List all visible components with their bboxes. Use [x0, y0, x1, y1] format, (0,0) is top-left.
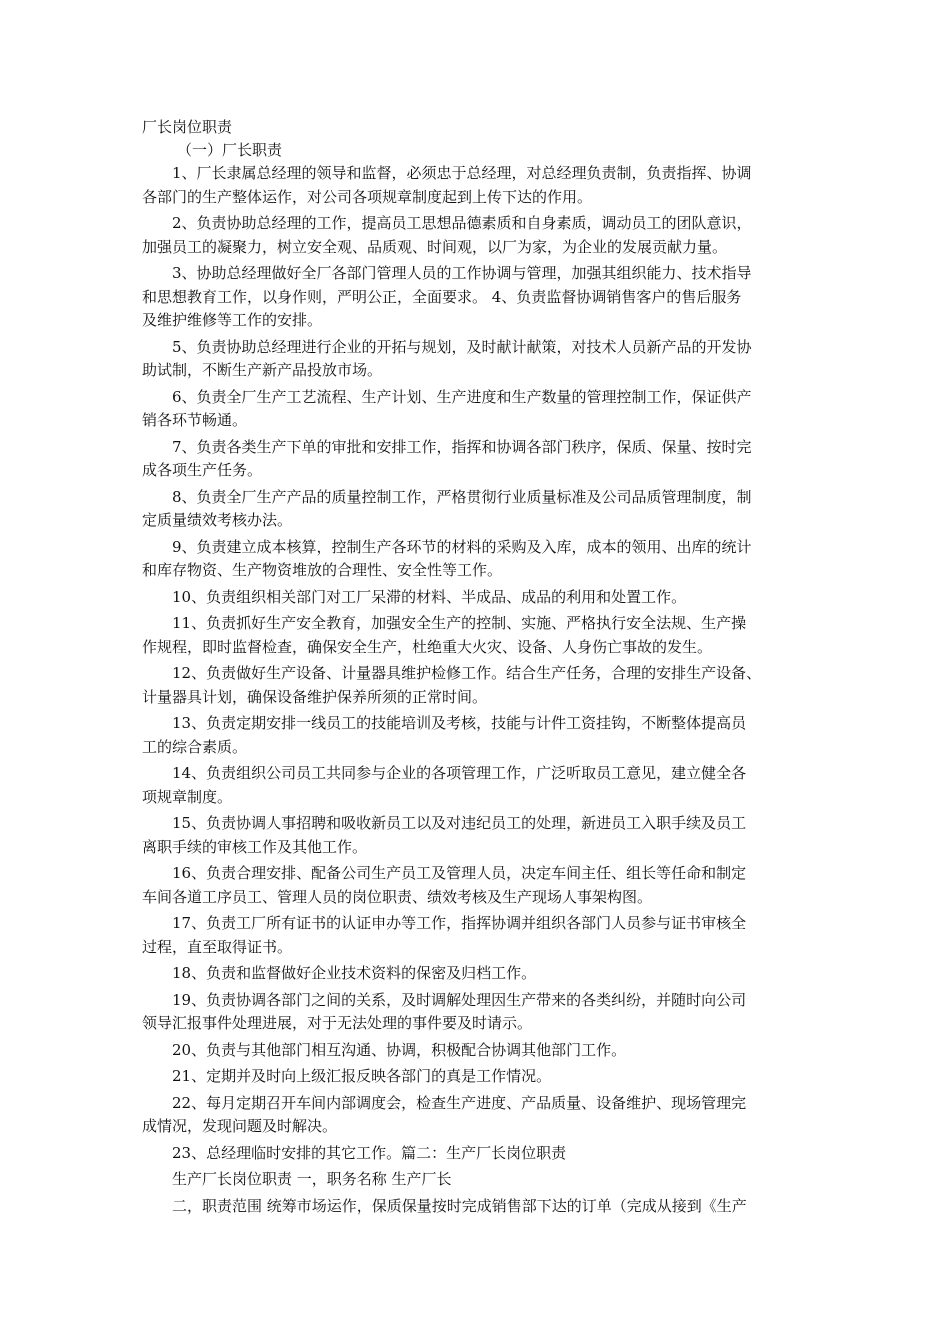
- paragraph-line: 和思想教育工作，以身作则，严明公正，全面要求。 4、负责监督协调销售客户的售后服务: [142, 287, 742, 306]
- paragraph-p5: [142, 336, 814, 383]
- paragraph-line: 成各项生产任务。: [142, 461, 263, 479]
- paragraph-line: 销各环节畅通。: [142, 411, 248, 429]
- paragraph-p15: [142, 812, 814, 859]
- paragraph-line: 加强员工的凝聚力，树立安全观、品质观、时间观，以厂为家，为企业的发展贡献力量。: [142, 237, 728, 256]
- paragraph-p2: [142, 212, 814, 259]
- paragraph-line: 工的综合素质。: [142, 737, 248, 756]
- paragraph-list: [142, 162, 814, 1218]
- paragraph-line: 22、每月定期召开车间内部调度会，检查生产进度、产品质量、设备维护、现场管理完: [172, 1093, 747, 1112]
- paragraph-line: 11、负责抓好生产安全教育，加强安全生产的控制、实施、严格执行安全法规、生产操: [172, 614, 747, 632]
- paragraph-line: 7、负责各类生产下单的审批和安排工作，指挥和协调各部门秩序，保质、保量、按时完: [172, 437, 752, 456]
- paragraph-p11: [142, 612, 814, 659]
- paragraph-p20: [142, 1039, 814, 1063]
- paragraph-line: 计量器具计划，确保设备维护保养所须的正常时间。: [142, 687, 488, 706]
- paragraph-p17: [142, 912, 814, 959]
- paragraph-line: 6、负责全厂生产工艺流程、生产计划、生产进度和生产数量的管理控制工作，保证供产: [172, 387, 752, 406]
- paragraph-p18: [142, 962, 814, 986]
- paragraph-line: 成情况，发现问题及时解决。: [142, 1117, 338, 1135]
- paragraph-line: 过程，直至取得证书。: [142, 937, 293, 956]
- paragraph-line: 车间各道工序员工、管理人员的岗位职责、绩效考核及生产现场人事架构图。: [142, 887, 653, 906]
- paragraph-p1: [142, 162, 814, 209]
- paragraph-line: 二，职责范围 统筹市场运作，保质保量按时完成销售部下达的订单（完成从接到《生产: [172, 1196, 747, 1215]
- paragraph-p13: [142, 712, 814, 759]
- paragraph-line: 13、负责定期安排一线员工的技能培训及考核，技能与计件工资挂钩，不断整体提高员: [172, 714, 747, 732]
- paragraph-p12: [142, 662, 814, 709]
- paragraph-line: 项规章制度。: [142, 787, 233, 806]
- paragraph-line: 定质量绩效考核办法。: [142, 511, 293, 529]
- paragraph-line: 领导汇报事件处理进展，对于无法处理的事件要及时请示。: [142, 1014, 533, 1032]
- paragraph-p24: [142, 1168, 814, 1192]
- paragraph-line: 10、负责组织相关部门对工厂呆滞的材料、半成品、成品的利用和处置工作。: [172, 587, 687, 606]
- paragraph-p21: [142, 1065, 814, 1089]
- paragraph-line: 及维护维修等工作的安排。: [142, 311, 323, 329]
- paragraph-line: 19、负责协调各部门之间的关系，及时调解处理因生产带来的各类纠纷，并随时向公司: [172, 990, 747, 1009]
- paragraph-line: 2、负责协助总经理的工作，提高员工思想品德素质和自身素质，调动员工的团队意识，: [172, 214, 752, 232]
- paragraph-line: 助试制，不断生产新产品投放市场。: [142, 361, 383, 379]
- paragraph-line: 17、负责工厂所有证书的认证申办等工作，指挥协调并组织各部门人员参与证书审核全: [172, 914, 747, 932]
- paragraph-p3: [142, 262, 814, 333]
- paragraph-line: 12、负责做好生产设备、计量器具维护检修工作。结合生产任务，合理的安排生产设备、: [172, 664, 762, 682]
- paragraph-line: 生产厂长岗位职责 一，职务名称 生产厂长: [172, 1170, 452, 1188]
- paragraph-line: 16、负责合理安排、配备公司生产员工及管理人员，决定车间主任、组长等任命和制定: [172, 864, 747, 882]
- paragraph-p7: [142, 436, 814, 483]
- paragraph-p14: [142, 762, 814, 809]
- paragraph-line: 21、定期并及时向上级汇报反映各部门的真是工作情况。: [172, 1067, 552, 1085]
- paragraph-line: 1、厂长隶属总经理的领导和监督，必须忠于总经理，对总经理负责制，负责指挥、协调: [172, 164, 752, 182]
- paragraph-p10: [142, 586, 814, 610]
- paragraph-p6: [142, 386, 814, 433]
- paragraph-line: 和库存物资、生产物资堆放的合理性、安全性等工作。: [142, 561, 503, 579]
- paragraph-line: 20、负责与其他部门相互沟通、协调，积极配合协调其他部门工作。: [172, 1040, 627, 1059]
- paragraph-p22: [142, 1092, 814, 1139]
- document-title: 厂长岗位职责: [142, 118, 233, 136]
- paragraph-p16: [142, 862, 814, 909]
- paragraph-p23: [142, 1142, 814, 1166]
- paragraph-line: 14、负责组织公司员工共同参与企业的各项管理工作，广泛听取员工意见，建立健全各: [172, 764, 747, 782]
- paragraph-p9: [142, 536, 814, 583]
- paragraph-p25: [142, 1195, 814, 1219]
- paragraph-line: 9、负责建立成本核算，控制生产各环节的材料的采购及入库，成本的领用、出库的统计: [172, 537, 752, 556]
- section-heading: （一）厂长职责: [177, 141, 283, 159]
- document-page: [142, 116, 814, 1218]
- paragraph-p19: [142, 989, 814, 1036]
- paragraph-line: 8、负责全厂生产产品的质量控制工作，严格贯彻行业质量标准及公司品质管理制度，制: [172, 487, 752, 506]
- paragraph-p8: [142, 486, 814, 533]
- paragraph-line: 各部门的生产整体运作，对公司各项规章制度起到上传下达的作用。: [142, 187, 593, 206]
- paragraph-line: 离职手续的审核工作及其他工作。: [142, 837, 368, 856]
- paragraph-line: 23、总经理临时安排的其它工作。篇二：生产厂长岗位职责: [172, 1143, 567, 1162]
- paragraph-line: 15、负责协调人事招聘和吸收新员工以及对违纪员工的处理，新进员工入职手续及员工: [172, 814, 747, 832]
- paragraph-line: 18、负责和监督做好企业技术资料的保密及归档工作。: [172, 964, 537, 982]
- paragraph-line: 作规程，即时监督检查，确保安全生产，杜绝重大火灾、设备、人身伤亡事故的发生。: [142, 637, 713, 656]
- paragraph-line: 5、负责协助总经理进行企业的开拓与规划，及时献计献策，对技术人员新产品的开发协: [172, 337, 752, 356]
- paragraph-line: 3、协助总经理做好全厂各部门管理人员的工作协调与管理，加强其组织能力、技术指导: [172, 264, 752, 282]
